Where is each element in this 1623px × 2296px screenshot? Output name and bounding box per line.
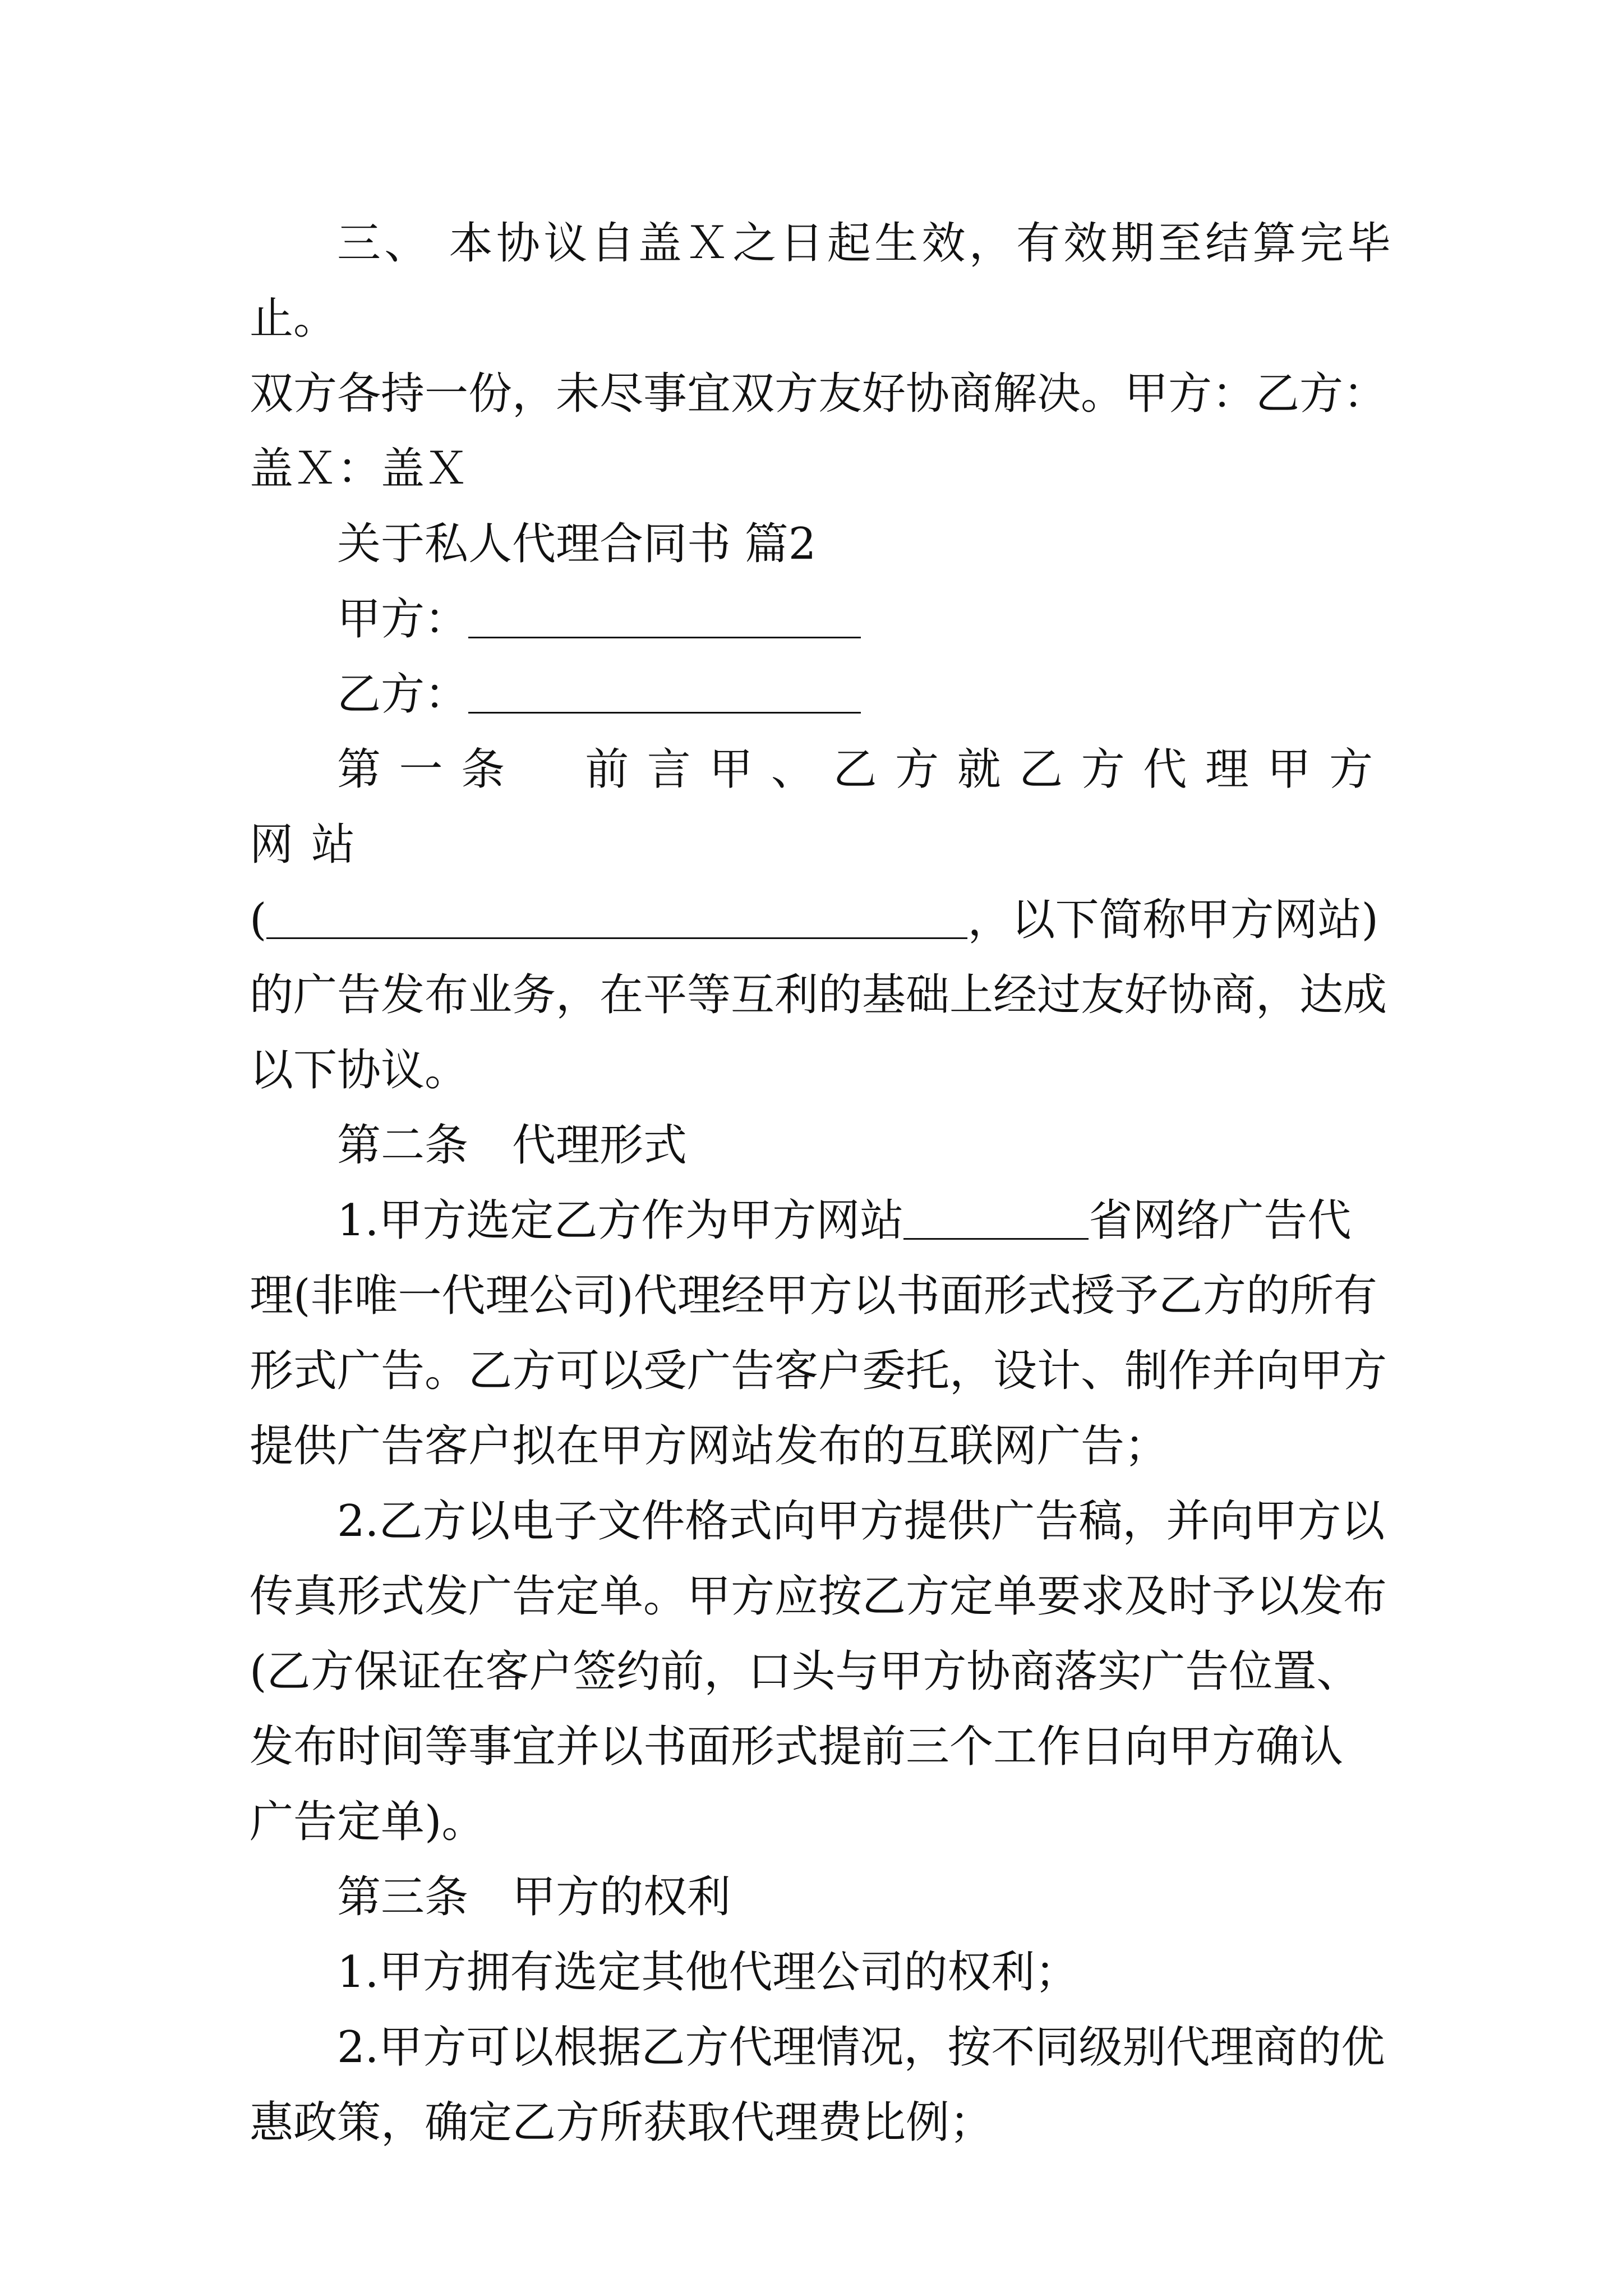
text-line: 2.乙方以电子文件格式向甲方提供广告稿，并向甲方以: [337, 1496, 1385, 1547]
article-three-item-2: [250, 2010, 1391, 2085]
party-a-label: 甲方：: [337, 594, 469, 645]
article-two-item-2-continuation: [250, 1559, 1391, 1860]
text-line: [250, 882, 1391, 958]
text-line: (乙方保证在客户签约前，口头与甲方协商落实广告位置、: [250, 1646, 1361, 1697]
text-line: 1.甲方选定乙方作为甲方网站 省网络广告代: [337, 1195, 1352, 1246]
province-blank: [903, 1194, 1089, 1240]
text-line: 的广告发布业务，在平等互利的基础上经过友好协商，达成: [250, 970, 1387, 1020]
clause-three-paragraph: [250, 206, 1391, 356]
text-line: 以下协议。: [250, 1045, 469, 1096]
contract-title: 关于私人代理合同书 篇2: [337, 519, 817, 569]
article-two-item-1: [250, 1183, 1391, 1258]
article-three-item-2-continuation: [250, 2085, 1391, 2160]
article-one-paragraph: [250, 732, 1391, 882]
text-line: 广告定单)。: [250, 1797, 486, 1847]
text-line: 三、 本协议自盖Ｘ之日起生效，有效期至结算完毕止。: [250, 218, 1391, 344]
clause-three-continuation: [250, 356, 1391, 507]
party-a-blank: [468, 593, 861, 638]
article-one-continuation: [250, 882, 1391, 1108]
text-line: 第一条 前言甲、乙方就乙方代理甲方网站: [250, 744, 1391, 870]
article-two-item-1-continuation: [250, 1258, 1391, 1484]
article-three-heading: 第三条 甲方的权利: [337, 1872, 731, 1922]
article-two-item-2: [250, 1484, 1391, 1559]
text-line: 惠政策，确定乙方所获取代理费比例；: [250, 2097, 994, 2148]
article-three-item-1: 1.甲方拥有选定其他代理公司的权利；: [337, 1947, 1079, 1998]
text-line: 形式广告。乙方可以受广告客户委托，设计、制作并向甲方: [250, 1346, 1387, 1396]
party-a-line: [250, 582, 1391, 657]
text-line: 2.甲方可以根据乙方代理情况，按不同级别代理商的优: [337, 2022, 1385, 2073]
text-line: 提供广告客户拟在甲方网站发布的互联网广告；: [250, 1421, 1169, 1471]
website-alias-text: ，以下简称甲方网站): [967, 895, 1378, 945]
party-b-blank: [468, 668, 861, 714]
website-name-blank: [266, 894, 967, 939]
article-two-heading: 第二条 代理形式: [337, 1120, 688, 1171]
text-line: 双方各持一份，未尽事宜双方友好协商解决。甲方：乙方：: [250, 369, 1387, 419]
text-line: 发布时间等事宜并以书面形式提前三个工作日向甲方确认: [250, 1722, 1344, 1772]
document-body: [250, 206, 1391, 2160]
open-paren: (: [250, 895, 267, 945]
party-b-label: 乙方：: [337, 669, 469, 720]
party-b-line: [250, 657, 1391, 732]
text-line: 传真形式发广告定单。甲方应按乙方定单要求及时予以发布: [250, 1571, 1387, 1622]
text-line: 理(非唯一代理公司)代理经甲方以书面形式授予乙方的所有: [250, 1271, 1377, 1321]
text-line: 盖Ｘ：盖Ｘ: [250, 444, 469, 494]
